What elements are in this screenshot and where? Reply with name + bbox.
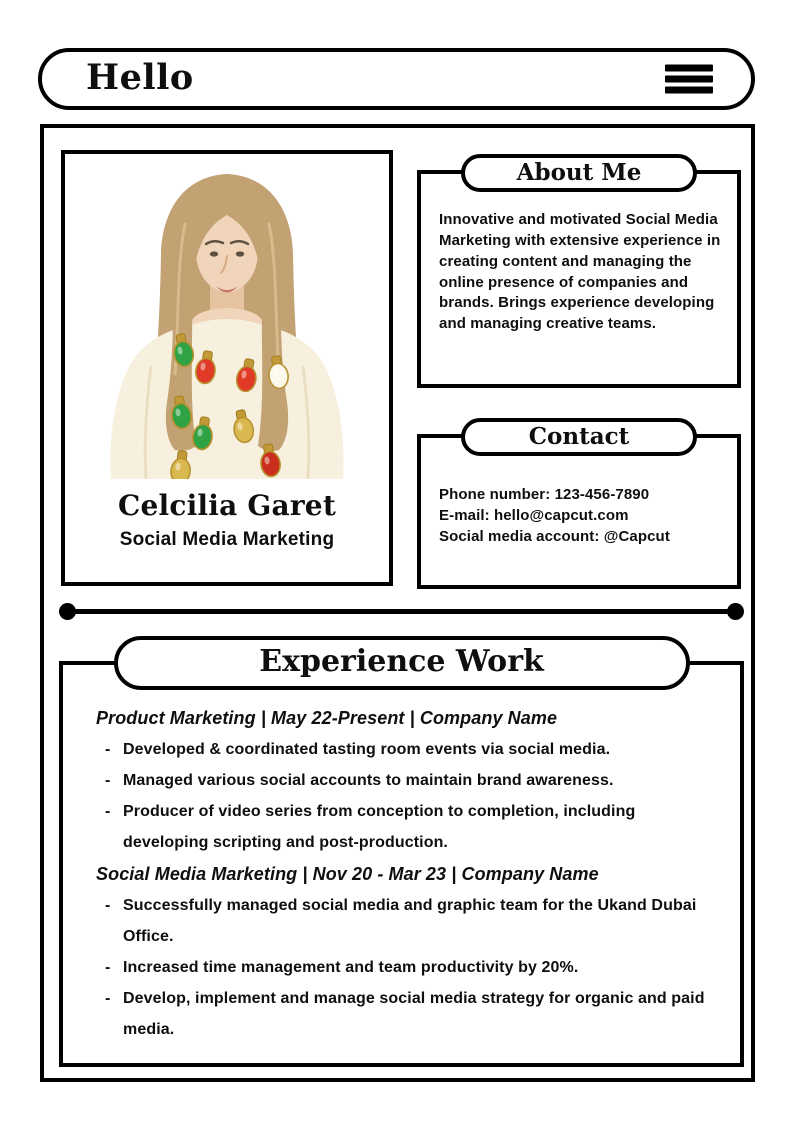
experience-bullet: [96, 890, 714, 952]
contact-heading: Contact: [528, 422, 630, 450]
bullet-text: Managed various social accounts to maintain brand awareness.: [123, 772, 614, 789]
bullet-dash: -: [105, 803, 111, 820]
photo-card: [61, 150, 393, 586]
job-title: Social Media Marketing | Nov 20 - Mar 23 | Company Name: [96, 864, 599, 884]
experience-heading: Experience Work: [259, 643, 544, 679]
contact-phone: Phone number: 123-456-7890: [439, 486, 650, 503]
experience-heading-pill: [114, 636, 690, 690]
experience-bullet: [96, 765, 714, 796]
experience-content: [63, 665, 740, 1045]
bullet-text: Successfully managed social media and graphic team for the Ukand Dubai Office.: [123, 897, 697, 945]
experience-bullet: [96, 796, 714, 858]
experience-section: [59, 643, 744, 1067]
portrait-eye: [210, 251, 218, 256]
experience-bullet: [96, 952, 714, 983]
bullet-text: Producer of video series from conception to completion, including developing scripting and post-production.: [123, 803, 636, 851]
contact-social: Social media account: @Capcut: [439, 528, 670, 545]
bullet-dash: -: [105, 990, 111, 1007]
bullet-dash: -: [105, 897, 111, 914]
contact-email: E-mail: hello@capcut.com: [439, 507, 629, 524]
about-heading-pill: [461, 154, 697, 192]
experience-bullet: [96, 983, 714, 1045]
resume-frame: [40, 124, 755, 1082]
about-body-text: Innovative and motivated Social Media Marketing with extensive experience in creating content and managing the online presence of companies and brands. Brings experience developing and managing creative teams.: [439, 211, 721, 333]
hamburger-bar: [665, 76, 713, 83]
about-heading: About Me: [516, 158, 642, 186]
menu-button[interactable]: [665, 65, 713, 94]
bullet-text: Developed & coordinated tasting room events via social media.: [123, 741, 611, 758]
section-divider: [59, 603, 744, 620]
bullet-dash: -: [105, 772, 111, 789]
about-section: [417, 158, 741, 388]
contact-section: [417, 422, 741, 589]
person-role: Social Media Marketing: [119, 529, 335, 550]
hamburger-bar: [665, 87, 713, 94]
person-name: Celcilia Garet: [118, 489, 336, 522]
header-bar: [38, 48, 755, 110]
bullet-text: Increased time management and team productivity by 20%.: [123, 959, 579, 976]
header-title: Hello: [86, 56, 194, 98]
portrait-eye: [236, 251, 244, 256]
experience-bullet: [96, 734, 714, 765]
portrait-photo: [65, 154, 389, 479]
hamburger-bar: [665, 65, 713, 72]
bullet-dash: -: [105, 741, 111, 758]
job-title: Product Marketing | May 22-Present | Company Name: [96, 708, 558, 728]
contact-heading-pill: [461, 418, 697, 456]
bullet-dash: -: [105, 959, 111, 976]
bullet-text: Develop, implement and manage social media strategy for organic and paid media.: [123, 990, 705, 1038]
divider-line: [67, 609, 736, 614]
divider-dot-right: [727, 603, 744, 620]
